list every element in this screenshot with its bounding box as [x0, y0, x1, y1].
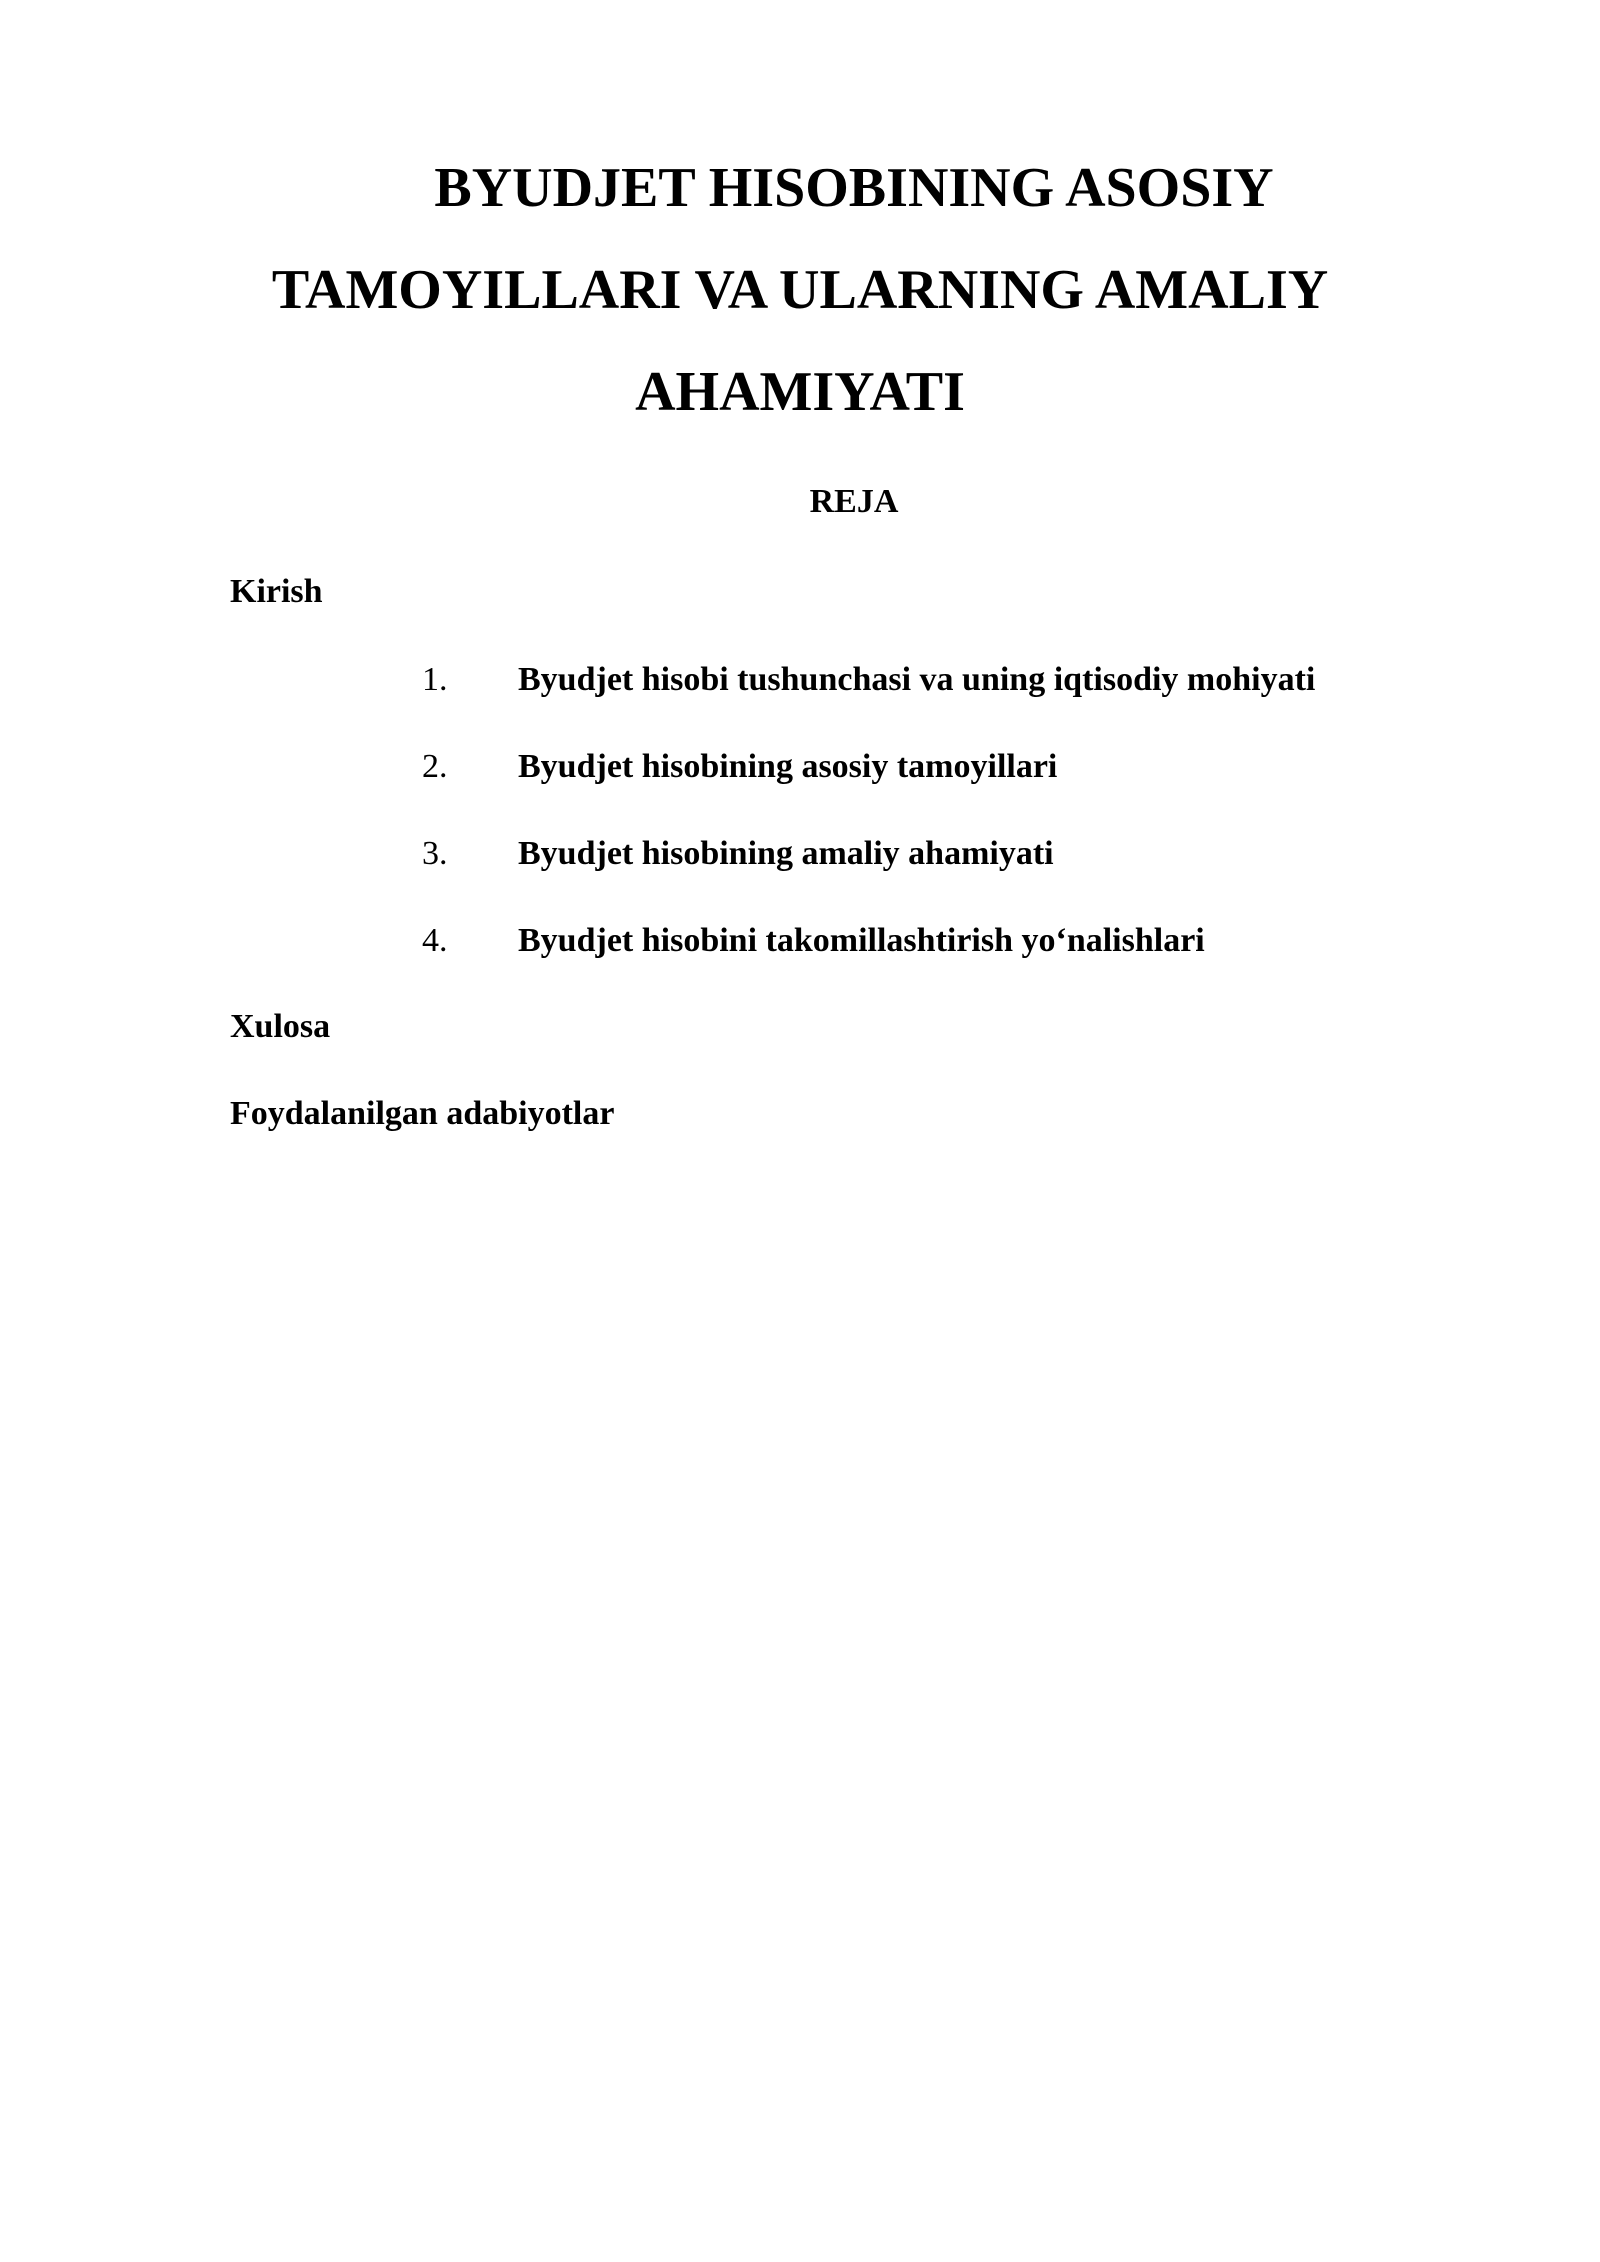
- plan-item-number: 3.: [422, 835, 448, 872]
- document-title-line-3: AHAMIYATI: [635, 361, 965, 423]
- plan-item-text: Byudjet hisobining asosiy tamoyillari: [518, 748, 1058, 785]
- plan-item-number: 1.: [422, 661, 448, 698]
- plan-item-text: Byudjet hisobining amaliy ahamiyati: [518, 835, 1054, 872]
- plan-item-number: 2.: [422, 748, 448, 785]
- plan-list-item: [0, 660, 1600, 700]
- plan-list-item: [0, 747, 1600, 787]
- document-title-line-2: TAMOYILLARI VA ULARNING AMALIY: [271, 259, 1329, 321]
- conclusion-heading: Xulosa: [230, 1008, 331, 1045]
- intro-heading: Kirish: [230, 573, 323, 610]
- document-title-line-1: BYUDJET HISOBINING ASOSIY: [434, 157, 1274, 219]
- plan-item-text: Byudjet hisobi tushunchasi va uning iqtisodiy mohiyati: [518, 661, 1316, 698]
- plan-list-item: [0, 921, 1600, 961]
- plan-item-text: Byudjet hisobini takomillashtirish yo‘nalishlari: [518, 922, 1205, 959]
- plan-heading: REJA: [809, 483, 899, 520]
- references-heading: Foydalanilgan adabiyotlar: [230, 1095, 615, 1132]
- plan-item-number: 4.: [422, 922, 448, 959]
- plan-list-item: [0, 834, 1600, 874]
